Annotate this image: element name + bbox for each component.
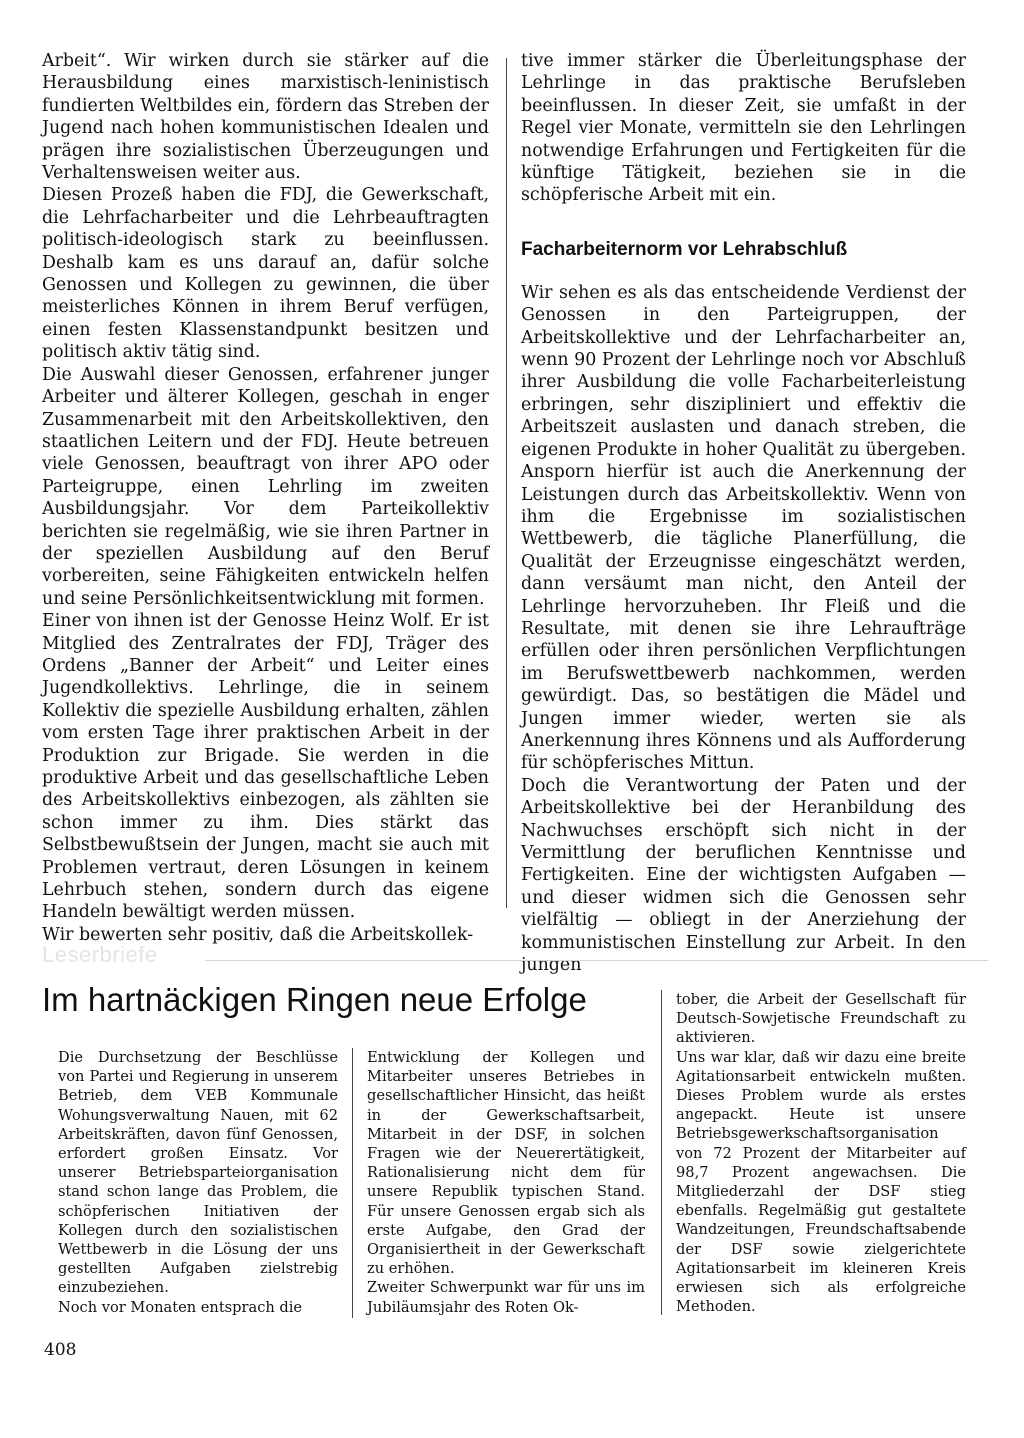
article-paragraph: Die Auswahl dieser Genossen, erfahrener junger Arbeiter und älterer Kollegen, geschah in enger Zusammenarbeit mit den Arbeitskollektiven, den staatlichen Leitern und der FDJ. Heute betreuen viele Genossen, beauftragt von ihrer APO oder Parteigruppe, einen Lehrling im zweiten Ausbildungsjahr. Vor dem Parteikollektiv berichten sie regelmäßig, wie sie ihren Partner in der speziellen Ausbildung auf den Beruf vorbereiten, seine Fähigkeiten entwickeln helfen und seine Persönlichkeitsentwicklung mit formen.: [42, 364, 489, 609]
article-paragraph: Diesen Prozeß haben die FDJ, die Gewerkschaft, die Lehrfacharbeiter und die Lehrbeauftragten politisch-ideologisch stark zu beeinflussen. Deshalb kam es uns darauf an, dafür solche Genossen und Kollegen zu gewinnen, die über meisterliches Können in ihrem Beruf verfügen, einen festen Klassenstandpunkt besitzen und politisch aktiv tätig sind.: [42, 185, 489, 363]
letter-column-2: [367, 1048, 645, 1317]
article-paragraph: tive immer stärker die Überleitungsphase der Lehrlinge in das praktische Berufsleben beeinflussen. In dieser Zeit, sie umfaßt in der Regel vier Monate, vermitteln sie den Lehrlingen notwendige Erfahrungen und Fertigkeiten für die künftige Tätigkeit, beziehen sie in die schöpferische Arbeit mit ein.: [521, 51, 966, 206]
letter-paragraph: Entwicklung der Kollegen und Mitarbeiter unseres Betriebes in gesellschaftlicher Hinsicht, das heißt in der Gewerkschaftsarbeit, Mitarbeit in der DSF, in solchen Fragen wie der Neuerertätigkeit, Rationalisierung nicht dem für unsere Republik typischen Stand. Für unsere Genossen ergab sich als erste Aufgabe, den Grad der Organisiertheit in der Gewerkschaft zu erhöhen.: [367, 1049, 645, 1278]
article-column-left: [42, 50, 489, 946]
rubric-divider: [205, 960, 988, 961]
article-paragraph: Arbeit“. Wir wirken durch sie stärker auf die Herausbildung eines marxistisch-leninistisch fundierten Weltbildes ein, fördern das Streben der Jugend nach hohen kommunistischen Idealen und prägen ihre sozialistischen Überzeugungen und Verhaltensweisen weiter aus.: [42, 51, 489, 184]
column-divider: [352, 1048, 353, 1318]
letter-paragraph: Uns war klar, daß wir dazu eine breite Agitationsarbeit entwickeln mußten. Dieses Problem wurde als erstes angepackt. Heute ist unsere Betriebsgewerkschaftsorganisation von 72 Prozent der Mitarbeiter auf 98,7 Prozent angewachsen. Die Mitgliederzahl der DSF stieg ebenfalls. Regelmäßig gut gestaltete Wandzeitungen, Freundschaftsabende der DSF sowie zielgerichtete Agitationsarbeit im kleineren Kreis erwiesen sich als erfolgreiche Methoden.: [676, 1048, 966, 1316]
letter-paragraph: tober, die Arbeit der Gesellschaft für Deutsch-Sowjetische Freundschaft zu aktivieren.: [676, 991, 966, 1047]
article-paragraph: Doch die Verantwortung der Paten und der Arbeitskollektive bei der Heranbildung des Nachwuchses erschöpft sich nicht in der Vermittlung der beruflichen Kenntnisse und Fertigkeiten. Eine der wichtigsten Aufgaben — und dieser widmen sich die Genossen sehr vielfältig — obliegt in der Anerziehung der kommunistischen Einstellung zur Arbeit. In den jungen: [521, 775, 966, 976]
section-subheading: Facharbeiternorm vor Lehrabschluß: [521, 238, 848, 260]
page-number: 408: [44, 1340, 77, 1360]
article-paragraph: Einer von ihnen ist der Genosse Heinz Wolf. Er ist Mitglied des Zentralrates der FDJ, Träger des Ordens „Banner der Arbeit“ und Leiter eines Jugendkollektivs. Lehrlinge, die in seinem Kollektiv die spezielle Ausbildung erhalten, zählen vom ersten Tage ihrer praktischen Arbeit in der Produktion zur Brigade. Sie werden in die produktive Arbeit und das gesellschaftliche Leben des Arbeitskollektivs einbezogen, als zählten sie schon immer zu ihm. Dies stärkt das Selbstbewußtsein der Jungen, macht sie auch mit Problemen vertraut, deren Lösungen in keinem Lehrbuch stehen, sondern durch das eigene Handeln bewältigt werden müssen.: [42, 611, 489, 923]
section-rubric: Leserbriefe: [42, 942, 158, 967]
letter-paragraph: Die Durchsetzung der Beschlüsse von Partei und Regierung in unserem Betrieb, dem VEB Kommunale Wohungsverwaltung Nauen, mit 62 Arbeitskräften, davon fünf Genossen, erfordert großen Einsatz. Vor unserer Betriebsparteiorganisation stand schon lange das Problem, die schöpferischen Initiativen der Kollegen durch den sozialistischen Wettbewerb in die Lösung der uns gestellten Aufgaben zielstrebig einzubeziehen.: [58, 1049, 338, 1297]
column-divider: [661, 990, 662, 1315]
letter-paragraph: Zweiter Schwerpunkt war für uns im Jubiläumsjahr des Roten Ok-: [367, 1279, 645, 1316]
letter-column-3: [676, 990, 966, 1316]
letter-headline: Im hartnäckigen Ringen neue Erfolge: [42, 981, 587, 1018]
letter-column-1: [58, 1048, 338, 1317]
article-column-right: [521, 50, 966, 976]
column-divider: [506, 58, 507, 908]
article-paragraph: Wir sehen es als das entscheidende Verdienst der Genossen in den Parteigruppen, der Arbeitskollektive und der Lehrfacharbeiter an, wenn 90 Prozent der Lehrlinge noch vor Abschluß ihrer Ausbildung die volle Facharbeiterleistung erbringen, sehr diszipliniert und effektiv die Arbeitszeit auslasten und danach streben, die eigenen Produkte in hoher Qualität zu übergeben. Ansporn hierfür ist auch die Anerkennung der Leistungen durch das Arbeitskollektiv. Wenn von ihm die Ergebnisse im sozialistischen Wettbewerb, die tägliche Planerfüllung, die Qualität der Erzeugnisse eingeschätzt werden, dann versäumt man nicht, den Anteil der Lehrlinge hervorzuheben. Ihr Fleiß und die Resultate, mit denen sie ihre Lehraufträge erfüllen oder ihren persönlichen Verpflichtungen im Berufswettbewerb nachkommen, werden gewürdigt. Das, so bestätigen die Mädel und Jungen immer wieder, werten sie als Anerkennung ihres Könnens und als Aufforderung für schöpferisches Mittun.: [521, 282, 966, 774]
letter-paragraph: Noch vor Monaten entsprach die: [58, 1298, 303, 1316]
article-paragraph: Wir bewerten sehr positiv, daß die Arbeitskollek-: [42, 924, 474, 945]
